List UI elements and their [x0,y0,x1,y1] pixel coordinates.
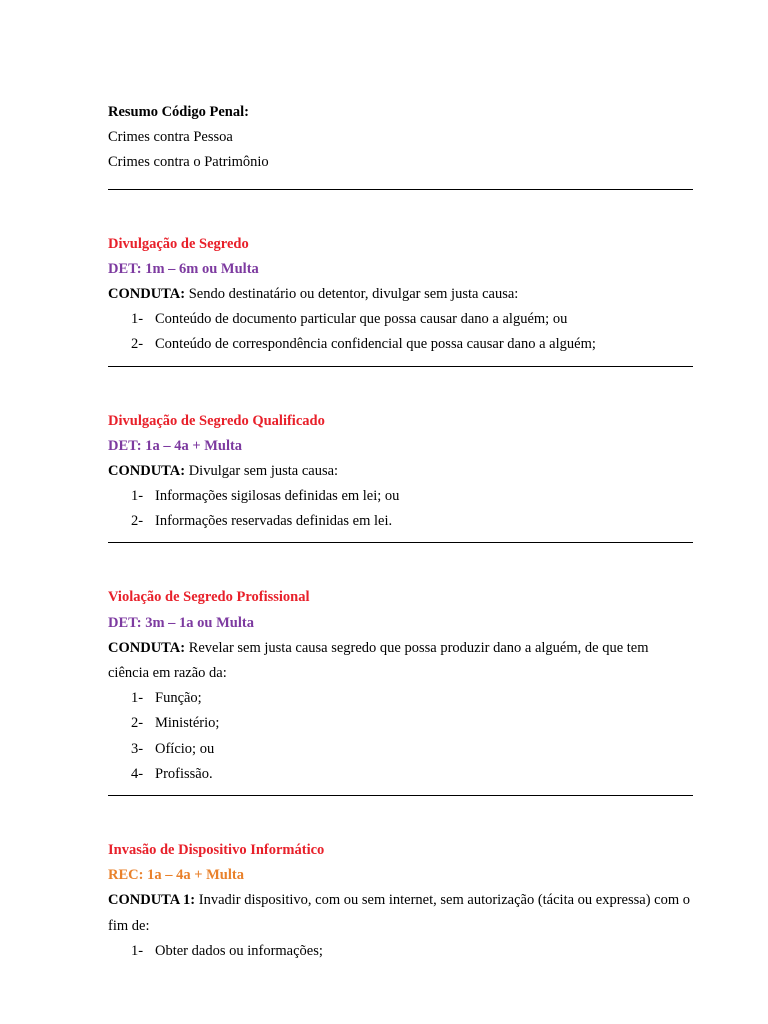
document-page [108,100,693,964]
list-item-number: 2- [131,336,144,353]
list-item-text: Conteúdo de correspondência confidencial que possa causar dano a alguém; [155,336,596,353]
list-item [108,307,693,332]
section-divider [108,795,693,796]
list-item-text: Conteúdo de documento particular que possa causar dano a alguém; ou [155,311,568,328]
list-item-number: 1- [131,942,144,959]
list-item [108,509,693,534]
list-item-number: 2- [131,513,144,530]
list-item-text: Profissão. [155,765,213,782]
list-item [108,711,693,736]
section-divider [108,189,693,190]
conduct-label: CONDUTA 1: [108,892,196,909]
section-violacao-segredo-profissional [108,585,693,787]
section-divulgacao-segredo [108,232,693,358]
list-item-number: 1- [131,690,144,707]
document-title: Resumo Código Penal: [108,104,249,120]
section-penalty: DET: 3m – 1a ou Multa [108,614,254,631]
list-item [108,737,693,762]
section-penalty: REC: 1a – 4a + Multa [108,867,244,884]
conduct-label: CONDUTA: [108,462,186,479]
list-item-number: 2- [131,715,144,732]
section-invasao-dispositivo-informatico [108,838,693,964]
list-item [108,939,693,964]
subtitle-line-2: Crimes contra o Patrimônio [108,154,269,171]
conduct-text: Revelar sem justa causa segredo que possa produzir dano a alguém, de que tem ciência em razão da: [108,639,649,682]
section-title: Divulgação de Segredo [108,235,249,252]
section-title: Violação de Segredo Profissional [108,589,310,606]
section-conduct [108,636,693,686]
list-item-number: 4- [131,765,144,782]
section-title: Divulgação de Segredo Qualificado [108,412,325,429]
section-title: Invasão de Dispositivo Informático [108,841,325,858]
subtitle-line-1: Crimes contra Pessoa [108,129,233,146]
section-conduct [108,459,693,484]
section-conduct [108,888,693,938]
list-item-number: 1- [131,488,144,505]
list-item-text: Obter dados ou informações; [155,942,323,959]
list-item-text: Função; [155,690,202,707]
section-divider [108,542,693,543]
list-item [108,332,693,357]
conduct-text: Invadir dispositivo, com ou sem internet, sem autorização (tácita ou expressa) com o fim de: [108,892,691,934]
conduct-text: Sendo destinatário ou detentor, divulgar sem justa causa: [185,285,519,302]
list-item [108,686,693,711]
list-item-text: Informações reservadas definidas em lei. [155,513,393,530]
section-divulgacao-segredo-qualificado [108,409,693,535]
list-item-number: 3- [131,740,144,757]
conduct-text: Divulgar sem justa causa: [185,462,339,479]
list-item-text: Ofício; ou [155,740,215,757]
list-item-number: 1- [131,311,144,328]
section-penalty: DET: 1a – 4a + Multa [108,437,243,454]
list-item-text: Ministério; [155,715,220,732]
conduct-label: CONDUTA: [108,639,186,656]
conduct-label: CONDUTA: [108,285,186,302]
list-item [108,762,693,787]
list-item [108,484,693,509]
section-conduct [108,282,693,307]
section-penalty: DET: 1m – 6m ou Multa [108,260,259,277]
list-item-text: Informações sigilosas definidas em lei; ou [155,488,400,505]
section-divider [108,366,693,367]
